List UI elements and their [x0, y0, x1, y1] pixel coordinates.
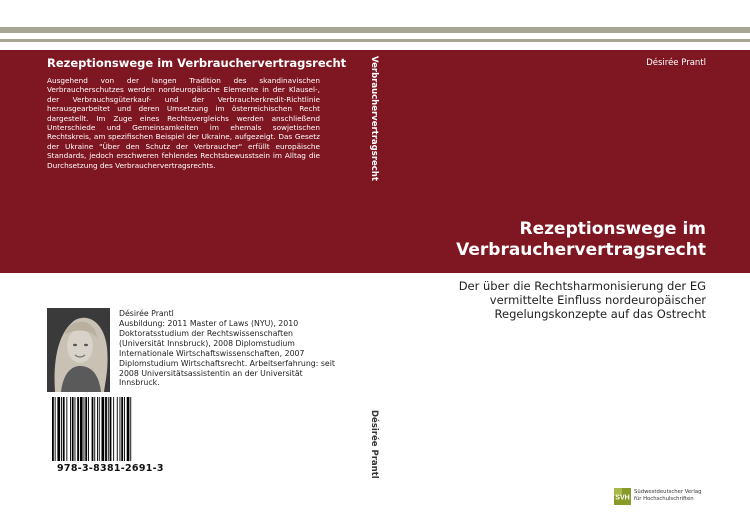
barcode-bar — [108, 397, 109, 461]
spine-title: Verbrauchervertragsrecht — [369, 56, 379, 181]
spine-author: Désirée Prantl — [369, 410, 379, 479]
top-stripe — [0, 27, 750, 33]
publisher-name-line1: Südwestdeutscher Verlag — [634, 489, 702, 495]
barcode-bar — [121, 397, 123, 461]
barcode-bar — [84, 397, 85, 461]
publisher-name-line2: für Hochschulschriften — [634, 496, 694, 502]
back-cover-blurb: Ausgehend von der langen Tradition des skandinavischen Verbraucherschutzes werden nordeuropäische Elemente in der Klausel-, der Verbrauchsgüterkauf- und der Verbraucherkredit-Richtlinie herausgearbeitet und deren Umsetzung im österreichischen Recht dargestellt. Im Zuge eines Rechtsvergleichs werden anschließend Unterschiede und Gemeinsamkeiten im ehemals sowjetischen Rechtskreis, am spezifischen Beispiel der Ukraine, aufgezeigt. Das Gesetz der Ukraine "Über den Schutz der Verbraucher" erfüllt europäische Standards, jedoch erschweren fehlendes Rechtsbewusstsein im Alltag die Durchsetzung des Verbrauchervertragsrechts. — [47, 76, 320, 170]
barcode-bar — [110, 397, 112, 461]
barcode-bar — [94, 397, 95, 461]
isbn-number: 978-3-8381-2691-3 — [57, 463, 164, 474]
author-photo — [47, 308, 110, 392]
barcode-bar — [70, 397, 71, 461]
barcode — [51, 397, 157, 461]
front-cover-title: Rezeptionswege im Verbrauchervertragsrecht — [456, 219, 706, 260]
top-stripe-thin — [0, 39, 750, 42]
barcode-bar — [55, 397, 56, 461]
publisher-logo-text: SVH — [615, 494, 630, 502]
barcode-bar — [127, 397, 130, 461]
publisher-logo-icon — [614, 488, 631, 505]
barcode-bar — [105, 397, 107, 461]
barcode-bar — [77, 397, 79, 461]
author-bio: Ausbildung: 2011 Master of Laws (NYU), 2010 Doktoratsstudium der Rechtswissenschaften (Universität Innsbruck), 2008 Diplomstudium Internationale Wirtschaftswissenschaften, 2007 Diplomstudium Wirtschaftsrecht. Arbeitserfahrung: seit 2008 Universitätsassistentin an der Universität Innsbruck. — [119, 319, 335, 388]
barcode-bar — [88, 397, 89, 461]
barcode-bar — [72, 397, 74, 461]
barcode-bar — [124, 397, 125, 461]
barcode-bar — [130, 397, 131, 461]
barcode-bar — [97, 397, 98, 461]
barcode-bar — [113, 397, 114, 461]
barcode-bar — [80, 397, 83, 461]
front-cover-author: Désirée Prantl — [646, 58, 706, 68]
barcode-bar — [75, 397, 76, 461]
barcode-bar — [61, 397, 62, 461]
front-cover-subtitle: Der über die Rechtsharmonisierung der EG vermittelte Einfluss nordeuropäischer Regelungskonzepte auf das Ostrecht — [458, 279, 706, 321]
barcode-bar — [63, 397, 65, 461]
barcode-bar — [99, 397, 100, 461]
back-cover-title: Rezeptionswege im Verbrauchervertragsrecht — [47, 56, 347, 70]
barcode-bar — [57, 397, 60, 461]
barcode-bar — [92, 397, 94, 461]
barcode-bar — [120, 397, 121, 461]
barcode-bar — [66, 397, 67, 461]
barcode-bar — [52, 397, 54, 461]
publisher-name — [634, 489, 701, 503]
author-bio-name: Désirée Prantl — [119, 309, 174, 318]
barcode-bar — [102, 397, 105, 461]
barcode-bar — [117, 397, 118, 461]
barcode-bar — [85, 397, 87, 461]
